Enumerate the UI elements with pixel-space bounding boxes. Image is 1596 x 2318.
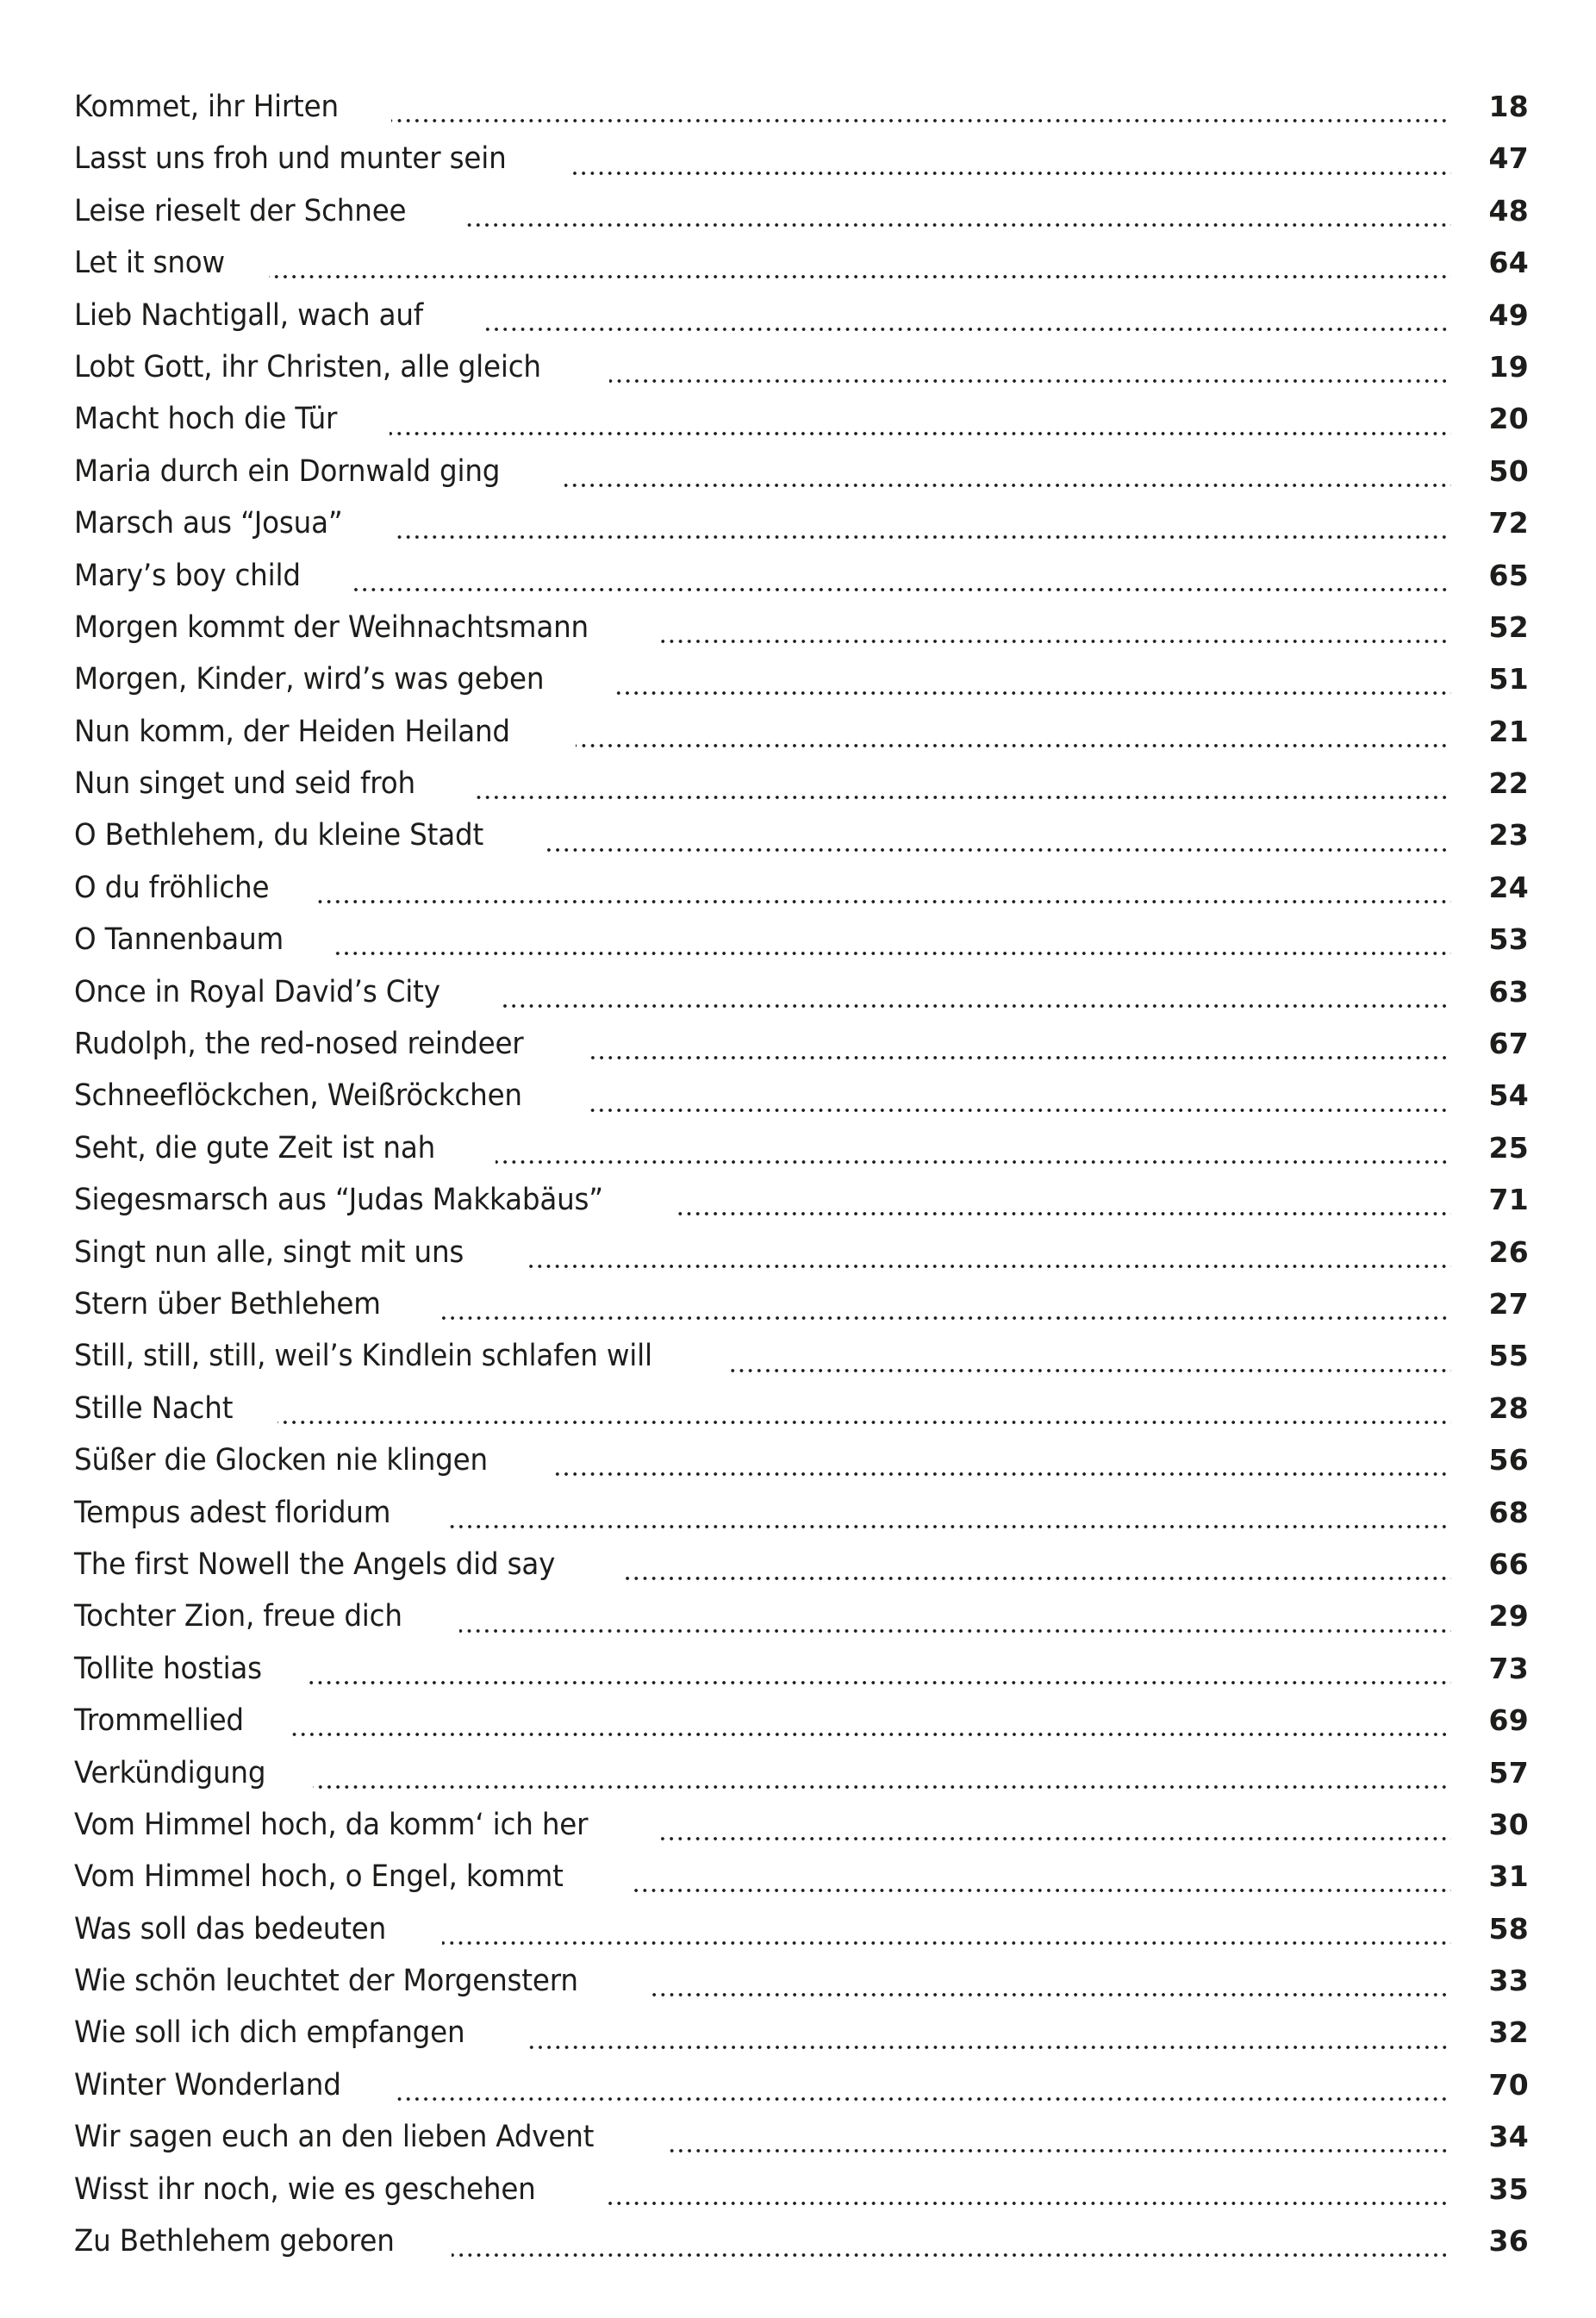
toc-entry-page-number: 68 [1488,1495,1529,1529]
toc-entry-title: Was soll das bedeuten [74,1911,387,1946]
toc-entry-page-number: 28 [1488,1390,1529,1425]
toc-entry[interactable] [74,715,1529,766]
toc-entry-page-number: 30 [1488,1807,1529,1841]
dot-leader [437,1309,1451,1323]
toc-entry-page-number: 72 [1488,506,1529,540]
toc-entry-title: Marsch aus “Josua” [74,506,343,541]
dot-leader [590,1049,1451,1063]
toc-entry[interactable] [74,662,1529,714]
toc-entry-title: Once in Royal David’s City [74,974,440,1009]
toc-entry-page-number: 47 [1488,141,1529,176]
dot-leader [589,1102,1451,1115]
dot-leader [442,1934,1451,1948]
toc-entry-title: The first Nowell the Angels did say [74,1546,556,1582]
toc-entry-title: Nun singet und seid froh [74,766,415,802]
toc-entry[interactable] [74,194,1529,246]
dot-leader [483,321,1451,334]
toc-entry-title: Wie schön leuchtet der Morgenstern [74,1964,578,1999]
dot-leader [396,528,1451,542]
dot-leader [624,1570,1451,1584]
dot-leader [527,2039,1451,2052]
toc-entry-page-number: 32 [1488,2015,1529,2050]
toc-entry-title: Mary’s boy child [74,558,301,593]
toc-entry-title: Wisst ihr noch, wie es geschehen [74,2171,536,2207]
toc-entry-page-number: 71 [1488,1183,1529,1217]
toc-entry[interactable] [74,1391,1529,1443]
dot-leader [501,997,1451,1011]
dot-leader [277,1414,1451,1428]
toc-entry[interactable] [74,1599,1529,1651]
toc-entry-title: Macht hoch die Tür [74,402,338,437]
dot-leader [459,1622,1451,1636]
toc-entry-page-number: 31 [1488,1859,1529,1894]
toc-entry-page-number: 22 [1488,766,1529,801]
dot-leader [552,1465,1451,1479]
toc-entry[interactable] [74,1547,1529,1599]
toc-entry-title: Lobt Gott, ihr Christen, alle gleich [74,349,541,384]
toc-entry-title: Trommellied [74,1703,244,1739]
toc-entry-page-number: 67 [1488,1027,1529,1061]
toc-entry[interactable] [74,454,1529,506]
toc-entry-title: Zu Bethlehem geboren [74,2224,395,2259]
toc-entry[interactable] [74,1808,1529,1859]
toc-entry[interactable] [74,298,1529,350]
toc-entry-page-number: 48 [1488,193,1529,228]
dot-leader [474,789,1451,803]
toc-entry-page-number: 70 [1488,2067,1529,2102]
toc-entry[interactable] [74,1339,1529,1390]
toc-entry-page-number: 33 [1488,1964,1529,1998]
toc-entry[interactable] [74,1496,1529,1547]
toc-entry-title: Tochter Zion, freue dich [74,1599,402,1634]
toc-entry-page-number: 64 [1488,246,1529,280]
toc-entry-page-number: 58 [1488,1911,1529,1946]
dot-leader [728,1362,1451,1376]
dot-leader [660,633,1451,647]
toc-entry-title: Vom Himmel hoch, da komm‘ ich her [74,1807,589,1842]
toc-entry-page-number: 36 [1488,2224,1529,2259]
dot-leader [464,216,1451,230]
toc-entry[interactable] [74,1652,1529,1703]
toc-entry-title: Stille Nacht [74,1390,234,1426]
dot-leader [571,165,1451,178]
dot-leader [603,2195,1451,2209]
dot-leader [332,945,1451,959]
toc-entry[interactable] [74,871,1529,922]
toc-entry-title: Wie soll ich dich empfangen [74,2015,465,2051]
toc-entry-page-number: 19 [1488,349,1529,384]
toc-entry[interactable] [74,1443,1529,1495]
toc-entry-title: Verkündigung [74,1755,266,1790]
toc-entry[interactable] [74,1235,1529,1287]
toc-entry-title: Rudolph, the red-nosed reindeer [74,1027,524,1062]
toc-entry-page-number: 57 [1488,1755,1529,1790]
toc-entry[interactable] [74,610,1529,662]
toc-entry[interactable] [74,1131,1529,1183]
toc-entry-title: Lieb Nachtigall, wach auf [74,297,424,333]
toc-entry-page-number: 52 [1488,609,1529,644]
toc-entry-page-number: 69 [1488,1703,1529,1738]
toc-entry-page-number: 65 [1488,558,1529,592]
dot-leader [612,684,1451,698]
toc-entry-page-number: 35 [1488,2171,1529,2206]
toc-entry[interactable] [74,2172,1529,2224]
toc-entry[interactable] [74,975,1529,1027]
dot-leader [659,1830,1451,1844]
toc-entry[interactable] [74,1287,1529,1339]
dot-leader [351,581,1451,595]
dot-leader [526,1258,1451,1271]
toc-entry[interactable] [74,1078,1529,1130]
toc-entry-page-number: 53 [1488,922,1529,957]
toc-entry-title: Stern über Bethlehem [74,1286,381,1321]
toc-entry-title: Kommet, ihr Hirten [74,90,339,124]
dot-leader [609,372,1451,386]
toc-entry-title: Morgen kommt der Weihnachtsmann [74,609,589,645]
toc-entry-page-number: 24 [1488,870,1529,904]
dot-leader [547,841,1451,855]
toc-entry-page-number: 49 [1488,297,1529,332]
toc-entry-title: Wir sagen euch an den lieben Advent [74,2120,595,2155]
toc-entry[interactable] [74,1703,1529,1755]
dot-leader [391,112,1451,126]
toc-entry-page-number: 25 [1488,1130,1529,1165]
dot-leader [666,2142,1451,2156]
table-of-contents-list [74,90,1529,2276]
dot-leader [390,425,1451,439]
toc-entry-title: Nun komm, der Heiden Heiland [74,714,510,749]
toc-entry-page-number: 73 [1488,1651,1529,1685]
toc-entry-page-number: 56 [1488,1443,1529,1478]
dot-leader [564,477,1451,490]
toc-entry[interactable] [74,1756,1529,1808]
toc-entry-page-number: 50 [1488,453,1529,488]
toc-entry-title: O Tannenbaum [74,922,284,958]
toc-entry-page-number: 34 [1488,2120,1529,2154]
toc-entry-title: Morgen, Kinder, wird’s was geben [74,662,545,697]
dot-leader [313,1778,1451,1792]
toc-entry[interactable] [74,1183,1529,1234]
toc-entry-title: Tempus adest floridum [74,1495,391,1530]
toc-entry-page-number: 63 [1488,974,1529,1009]
toc-entry[interactable] [74,2224,1529,2276]
toc-entry-title: Tollite hostias [74,1651,262,1686]
toc-entry[interactable] [74,402,1529,453]
toc-entry-page-number: 55 [1488,1339,1529,1373]
dot-leader [269,268,1451,282]
toc-entry-title: Singt nun alle, singt mit uns [74,1234,464,1270]
toc-entry-title: Siegesmarsch aus “Judas Makkabäus” [74,1183,603,1218]
dot-leader [316,893,1451,907]
toc-entry-page-number: 29 [1488,1599,1529,1634]
toc-entry-title: O Bethlehem, du kleine Stadt [74,818,484,853]
toc-entry[interactable] [74,818,1529,870]
toc-entry-title: Süßer die Glocken nie klingen [74,1443,488,1478]
toc-entry-title: O du fröhliche [74,870,270,905]
dot-leader [576,737,1451,751]
toc-entry-page-number: 51 [1488,662,1529,697]
toc-entry[interactable] [74,506,1529,558]
toc-entry-title: Let it snow [74,246,225,281]
dot-leader [452,2246,1451,2260]
toc-entry[interactable] [74,2068,1529,2120]
dot-leader [676,1205,1451,1219]
toc-entry[interactable] [74,2015,1529,2067]
toc-entry[interactable] [74,246,1529,297]
toc-entry-page-number: 21 [1488,714,1529,748]
toc-entry-title: Winter Wonderland [74,2067,341,2102]
toc-entry-title: Lasst uns froh und munter sein [74,141,507,177]
toc-entry[interactable] [74,90,1529,141]
toc-entry-title: Schneeflöckchen, Weißröckchen [74,1078,522,1114]
toc-entry[interactable] [74,1859,1529,1911]
toc-entry[interactable] [74,559,1529,610]
toc-entry[interactable] [74,766,1529,818]
toc-entry[interactable] [74,1964,1529,2015]
dot-leader [496,1153,1451,1167]
toc-entry[interactable] [74,141,1529,193]
dot-leader [649,1986,1451,2000]
toc-entry-page-number: 18 [1488,90,1529,123]
dot-leader [290,1726,1451,1740]
toc-entry[interactable] [74,2120,1529,2171]
toc-entry-page-number: 54 [1488,1078,1529,1113]
toc-entry[interactable] [74,350,1529,402]
toc-entry[interactable] [74,1912,1529,1964]
toc-entry-page-number: 26 [1488,1234,1529,1269]
toc-entry-page-number: 20 [1488,402,1529,436]
toc-entry-page-number: 66 [1488,1546,1529,1581]
dot-leader [394,2090,1451,2104]
toc-entry[interactable] [74,1027,1529,1078]
toc-entry-page-number: 27 [1488,1286,1529,1321]
dot-leader [633,1882,1451,1896]
toc-entry-title: Still, still, still, weil’s Kindlein schlafen will [74,1339,652,1374]
toc-entry-title: Vom Himmel hoch, o Engel, kommt [74,1859,564,1895]
toc-entry-page-number: 23 [1488,818,1529,853]
toc-entry-title: Leise rieselt der Schnee [74,193,407,228]
dot-leader [447,1518,1451,1532]
toc-entry-title: Maria durch ein Dornwald ging [74,453,501,489]
toc-entry[interactable] [74,922,1529,974]
dot-leader [309,1674,1451,1688]
toc-entry-title: Seht, die gute Zeit ist nah [74,1130,436,1165]
